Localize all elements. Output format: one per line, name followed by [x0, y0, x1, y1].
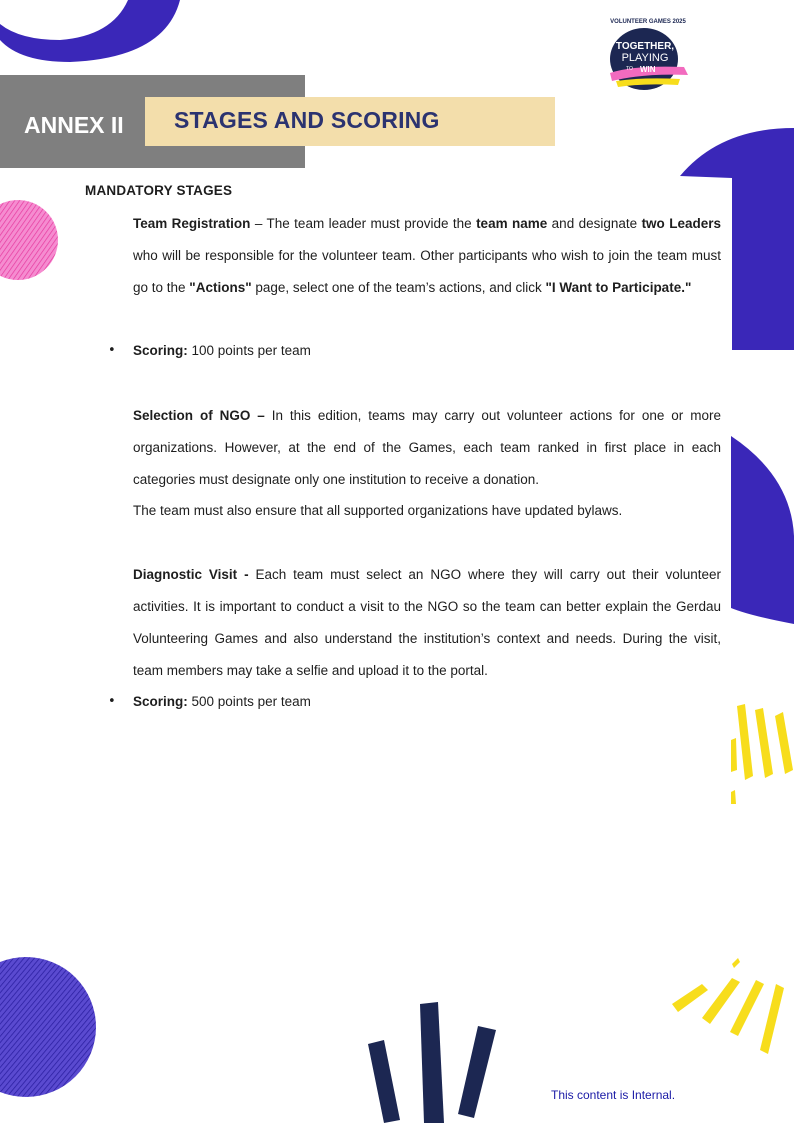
- scoring-value-1: 100 points per team: [187, 343, 311, 358]
- ngo-selection-text: In this edition, teams may carry out volunteer actions for one or more organizations. However, at the end of the Games, each team ranked in first place in each categories must designate only one institution to receive a donation.: [133, 408, 721, 487]
- scoring-label-2: Scoring:: [133, 694, 188, 709]
- logo-line-win: WIN: [640, 65, 656, 74]
- team-registration-text-4: page, select one of the team’s actions, and click: [251, 280, 546, 295]
- ngo-selection-bylaws: The team must also ensure that all supported organizations have updated bylaws.: [133, 503, 623, 518]
- logo-line-to: TO: [626, 66, 633, 72]
- diagnostic-visit-paragraph: [133, 559, 721, 687]
- ngo-selection-title: Selection of NGO –: [133, 408, 265, 423]
- scoring-100: [133, 343, 311, 358]
- bullet-2: •: [108, 694, 116, 709]
- indigo-circle-decoration: [0, 955, 96, 1100]
- participate-emphasis: "I Want to Participate.": [545, 280, 692, 295]
- two-leaders-emphasis: two Leaders: [641, 216, 721, 231]
- navy-brush-strokes: [366, 1000, 498, 1123]
- team-registration-text-2: and designate: [547, 216, 642, 231]
- bullet-1: •: [108, 343, 116, 358]
- team-registration-text-3: who will be responsible for the volunteer team. Other participants who wish to join the team must go to the: [133, 248, 721, 295]
- page-title: STAGES AND SCORING: [174, 107, 440, 133]
- logo-arc-text: VOLUNTEER GAMES 2025: [610, 19, 686, 25]
- pink-circle-decoration: [0, 200, 60, 282]
- yellow-stripes-right: [731, 700, 794, 806]
- internal-content-note: This content is Internal.: [551, 1088, 676, 1102]
- volunteer-games-logo: [604, 15, 692, 91]
- team-registration-paragraph: [133, 208, 721, 304]
- team-name-emphasis: team name: [476, 216, 548, 231]
- yellow-stripes-bottom-right: [672, 958, 794, 1058]
- top-left-arc-decoration: [0, 0, 180, 75]
- scoring-500: [133, 694, 311, 709]
- scoring-value-2: 500 points per team: [187, 694, 311, 709]
- diagnostic-visit-text: Each team must select an NGO where they will carry out their volunteer activities. It is important to conduct a visit to the NGO so the team can better explain the Gerdau Volunteering Games and also understand the institution’s context and needs. During the visit, team members may take a selfie and upload it to the portal.: [133, 567, 721, 678]
- right-mid-indigo-arc: [731, 436, 794, 624]
- diagnostic-visit-title: Diagnostic Visit -: [133, 567, 249, 582]
- logo-line-together: TOGETHER,: [615, 41, 675, 52]
- actions-emphasis: "Actions": [189, 280, 252, 295]
- team-registration-text-1: – The team leader must provide the: [250, 216, 477, 231]
- team-registration-title: Team Registration: [133, 216, 251, 231]
- annex-label: ANNEX II: [24, 112, 124, 138]
- logo-line-playing: PLAYING: [621, 52, 669, 64]
- section-heading: MANDATORY STAGES: [85, 183, 233, 198]
- ngo-selection-paragraph: [133, 400, 721, 496]
- scoring-label-1: Scoring:: [133, 343, 188, 358]
